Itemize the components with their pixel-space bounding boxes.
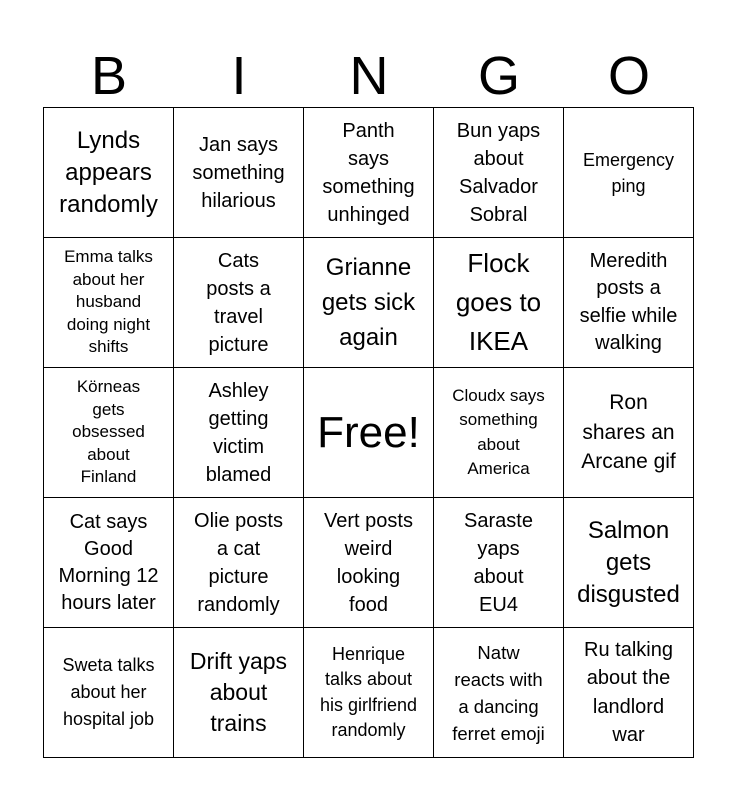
cell-text: Cats posts a travel picture xyxy=(206,249,271,356)
cell-text: Henrique talks about his girlfriend randomly xyxy=(319,643,418,740)
cell-text: Drift yaps about trains xyxy=(189,648,288,736)
header-letter-g: G xyxy=(477,46,520,106)
cell-text: Natw reacts with a dancing ferret emoji xyxy=(452,641,545,744)
cell-text: Salmon gets disgusted xyxy=(577,516,680,608)
cell-text: Grianne gets sick again xyxy=(321,254,416,351)
bingo-cell[interactable] xyxy=(174,238,304,368)
bingo-cell[interactable] xyxy=(434,238,564,368)
bingo-cell[interactable] xyxy=(434,498,564,628)
cell-text: Bun yaps about Salvador Sobral xyxy=(456,119,541,226)
header-letter-b: B xyxy=(90,46,128,106)
bingo-cell[interactable] xyxy=(564,368,694,498)
bingo-cell[interactable] xyxy=(44,498,174,628)
bingo-cell[interactable] xyxy=(434,108,564,238)
cell-text: Lynds appears randomly xyxy=(59,126,158,218)
cell-text: Ru talking about the landlord war xyxy=(584,638,673,746)
cell-text: Olie posts a cat picture randomly xyxy=(194,509,283,616)
header-letter-n: N xyxy=(349,46,389,106)
bingo-cell[interactable] xyxy=(304,498,434,628)
bingo-cell[interactable] xyxy=(564,238,694,368)
cell-text: Emergency ping xyxy=(582,149,675,196)
bingo-board xyxy=(43,107,694,758)
cell-text: Jan says something hilarious xyxy=(192,133,285,212)
cell-text: Cloudx says something about America xyxy=(452,385,545,478)
bingo-cell[interactable] xyxy=(304,238,434,368)
bingo-cell[interactable] xyxy=(174,108,304,238)
bingo-cell[interactable] xyxy=(44,238,174,368)
cell-text: Panth says something unhinged xyxy=(322,119,415,226)
bingo-cell[interactable] xyxy=(564,498,694,628)
cell-text: Cat says Good Morning 12 hours later xyxy=(58,510,159,614)
bingo-cell[interactable] xyxy=(44,108,174,238)
bingo-cell[interactable] xyxy=(434,628,564,758)
bingo-cell[interactable] xyxy=(174,498,304,628)
bingo-cell[interactable] xyxy=(434,368,564,498)
bingo-header xyxy=(44,44,694,108)
cell-text: Flock goes to IKEA xyxy=(455,248,542,356)
cell-text: Ashley getting victim blamed xyxy=(205,379,272,486)
cell-text: Saraste yaps about EU4 xyxy=(464,509,533,616)
cell-text: Emma talks about her husband doing night shifts xyxy=(64,247,153,357)
free-space-text: Free! xyxy=(317,407,420,457)
header-letter-i: I xyxy=(231,46,247,106)
bingo-cell[interactable] xyxy=(564,108,694,238)
cell-text: Sweta talks about her hospital job xyxy=(62,655,155,729)
bingo-cell[interactable] xyxy=(44,368,174,498)
cell-text: Körneas gets obsessed about Finland xyxy=(72,377,145,487)
cell-text: Meredith posts a selfie while walking xyxy=(579,249,678,354)
cell-text: Ron shares an Arcane gif xyxy=(581,391,676,474)
bingo-cell[interactable] xyxy=(304,368,434,498)
bingo-cell[interactable] xyxy=(174,368,304,498)
bingo-cell[interactable] xyxy=(44,628,174,758)
header-letter-o: O xyxy=(607,46,650,106)
bingo-cell[interactable] xyxy=(304,108,434,238)
bingo-cell[interactable] xyxy=(304,628,434,758)
cell-text: Vert posts weird looking food xyxy=(324,509,413,616)
bingo-cell[interactable] xyxy=(174,628,304,758)
bingo-cell[interactable] xyxy=(564,628,694,758)
